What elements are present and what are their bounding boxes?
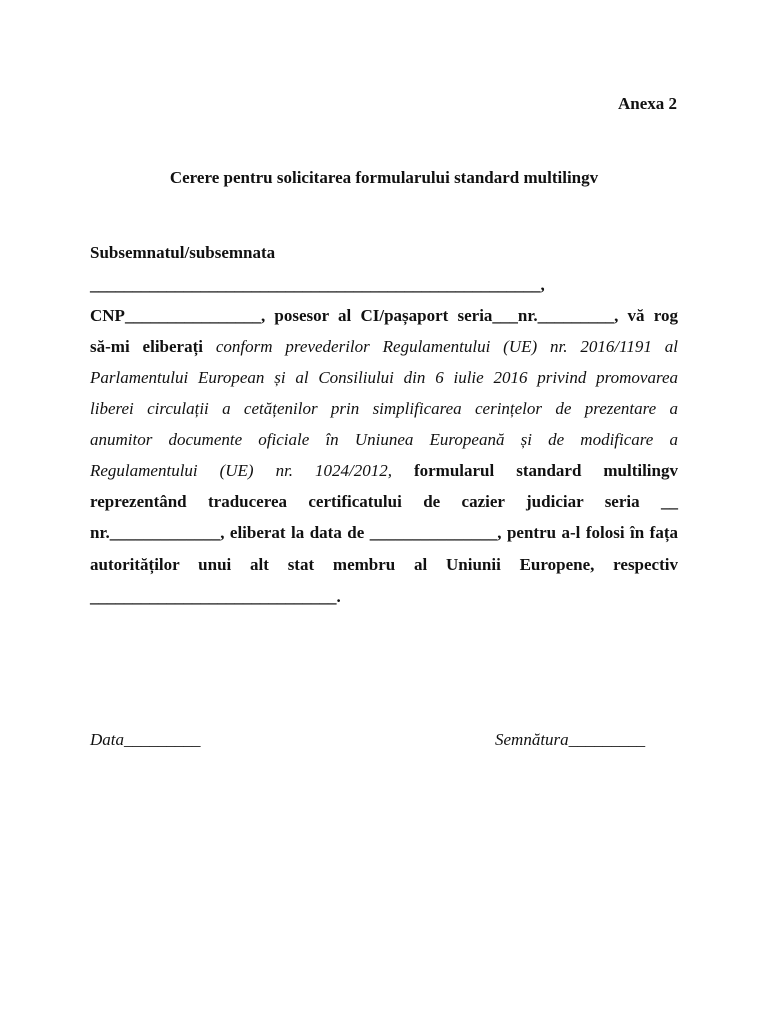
date-field: Data_________	[90, 730, 201, 749]
body-line-cnp: CNP________________, posesor al CI/pașaport seria___nr._________, vă rog	[90, 306, 678, 325]
regulation-reference: conform prevederilor Regulamentului (UE) nr. 2016/1191 al	[215, 337, 678, 356]
body-line-authorities: autorităților unui alt stat membru al Uniunii Europene, respectiv	[90, 555, 678, 574]
applicant-name-blank: _____________________________________________________,	[90, 275, 545, 294]
multilingual-form-phrase: formularul standard multilingv	[413, 461, 678, 480]
body-line-regulation-2012	[90, 461, 678, 481]
annex-label: Anexa 2	[617, 94, 677, 113]
state-blank: _____________________________.	[90, 587, 341, 606]
signature-field: Semnătura_________	[495, 730, 646, 749]
request-phrase: să-mi eliberați	[90, 337, 203, 356]
body-line-request	[90, 337, 678, 357]
body-line-translation: reprezentând traducerea certificatului de cazier judiciar seria __	[90, 492, 678, 511]
applicant-label: Subsemnatul/subsemnata	[90, 243, 276, 262]
body-line-parliament: Parlamentului European și al Consiliului din 6 iulie 2016 privind promovarea	[90, 368, 678, 387]
body-line-issue-date: nr._____________, eliberat la data de _______________, pentru a-l folosi în fața	[90, 523, 678, 542]
body-line-circulation: liberei circulații a cetățenilor prin simplificarea cerințelor de prezentare a	[90, 399, 678, 418]
body-line-documents: anumitor documente oficiale în Uniunea Europeană și de modificare a	[90, 430, 678, 449]
regulation-2012: Regulamentului (UE) nr. 1024/2012,	[90, 461, 392, 480]
document-title: Cerere pentru solicitarea formularului standard multilingv	[169, 168, 599, 187]
